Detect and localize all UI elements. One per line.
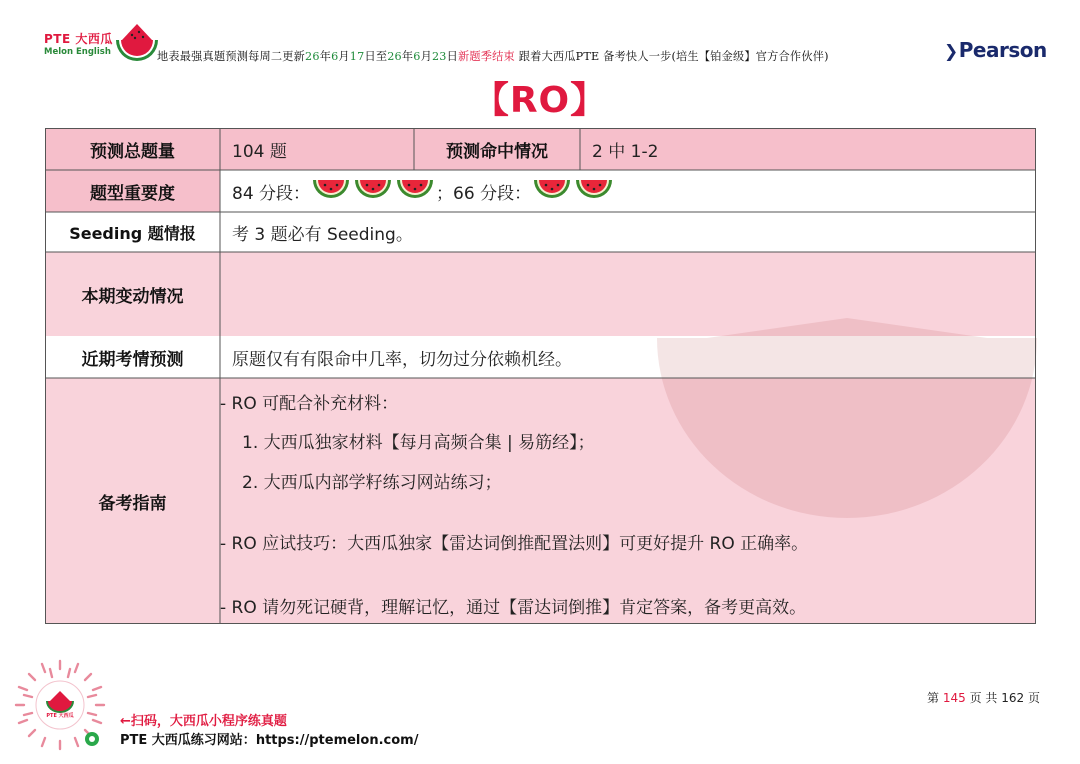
separator: ； [436,183,454,204]
tagline-nian-1: 年 [319,50,332,63]
tagline-yue-1: 月 [338,50,350,63]
importance-label: 题型重要度 [45,170,220,212]
hit-rate-label: 预测命中情况 [414,128,580,170]
tagline-year-1: 26 [305,50,320,63]
guide-item: - RO 请勿死记硬背，理解记忆，通过【雷达词倒推】肯定答案，备考更高效。 [220,598,807,618]
page-number [927,689,1040,706]
changes-label: 本期变动情况 [45,252,220,336]
watermelon-icon [312,176,350,207]
tagline-day-1: 17 [349,50,365,63]
qr-logo-text: PTE 大西瓜 [46,713,74,719]
importance-value [220,170,1036,212]
page-mid: 页 共 [969,691,998,705]
tagline-text-2: 跟着大西瓜PTE 备考快人一步(培生【铂金级】官方合作伙伴) [514,50,829,63]
watermelon-icon [533,176,571,207]
total-count-label: 预测总题量 [45,128,220,170]
scan-hint: ←扫码，大西瓜小程序练真题 [120,714,287,729]
watermelon-icon [354,176,392,207]
logo-pte-text: PTE 大西瓜 [44,32,113,46]
hit-rate-value: 2 中 1-2 [580,128,1036,170]
page-title: 【RO】 [472,80,608,121]
tagline-year-2: 26 [387,50,402,63]
watermelon-icon [396,176,434,207]
page-prefix: 第 [927,691,940,705]
header-tagline [157,48,829,64]
guide-item: 1. 大西瓜独家材料【每月高频合集 | 易筋经】； [242,433,595,453]
tagline-month-2: 6 [413,50,421,63]
total-count-value: 104 题 [220,128,414,170]
watermelon-logo-icon [114,22,160,62]
melon-english-logo [44,18,162,66]
practice-site-link[interactable]: https://ptemelon.com/ [255,733,419,748]
practice-site-line [120,729,418,748]
table-row [45,212,1036,252]
logo-english-text: Melon English [44,47,111,57]
guide-item: 2. 大西瓜内部学籽练习网站练习； [242,473,502,493]
guide-item: - RO 应试技巧：大西瓜独家【雷达词倒推配置法则】可更好提升 RO 正确率。 [220,534,809,554]
tagline-new-season: 新题季结束 [458,50,515,63]
page-total: 162 [1001,691,1025,705]
pearson-text: Pearson [958,38,1047,62]
practice-site-label: PTE 大西瓜练习网站： [120,733,256,748]
tagline-month-1: 6 [331,50,339,63]
qr-code-icon[interactable] [12,657,108,753]
watermelon-watermark-icon [657,318,1037,518]
pearson-mark-icon: ❯ [944,42,958,62]
guide-item: - RO 可配合补充材料： [220,394,399,414]
forecast-value: 原题仅有有限命中几率，切勿过分依赖机经。 [220,336,1036,378]
watermelon-icon [575,176,613,207]
page-current: 145 [942,691,966,705]
tagline-nian-2: 年 [401,50,414,63]
prediction-table [45,128,1036,624]
seeding-label: Seeding 题情报 [45,212,220,252]
table-row [45,170,1036,212]
page-suffix: 页 [1027,691,1040,705]
score-84-label: 84 分段： [232,183,311,204]
tagline-yue-2: 月 [420,50,432,63]
tagline-ri-2: 日 [446,50,458,63]
table-row [45,128,1036,170]
forecast-label: 近期考情预测 [45,336,220,378]
guide-label: 备考指南 [45,378,220,624]
tagline-ri-1: 日至 [364,50,388,63]
tagline-text: 地表最强真题预测每周二更新 [157,50,306,63]
score-66-label: 66 分段： [453,183,532,204]
tagline-day-2: 23 [431,50,447,63]
seeding-value: 考 3 题必有 Seeding。 [220,212,1036,252]
pearson-logo [944,38,1047,62]
